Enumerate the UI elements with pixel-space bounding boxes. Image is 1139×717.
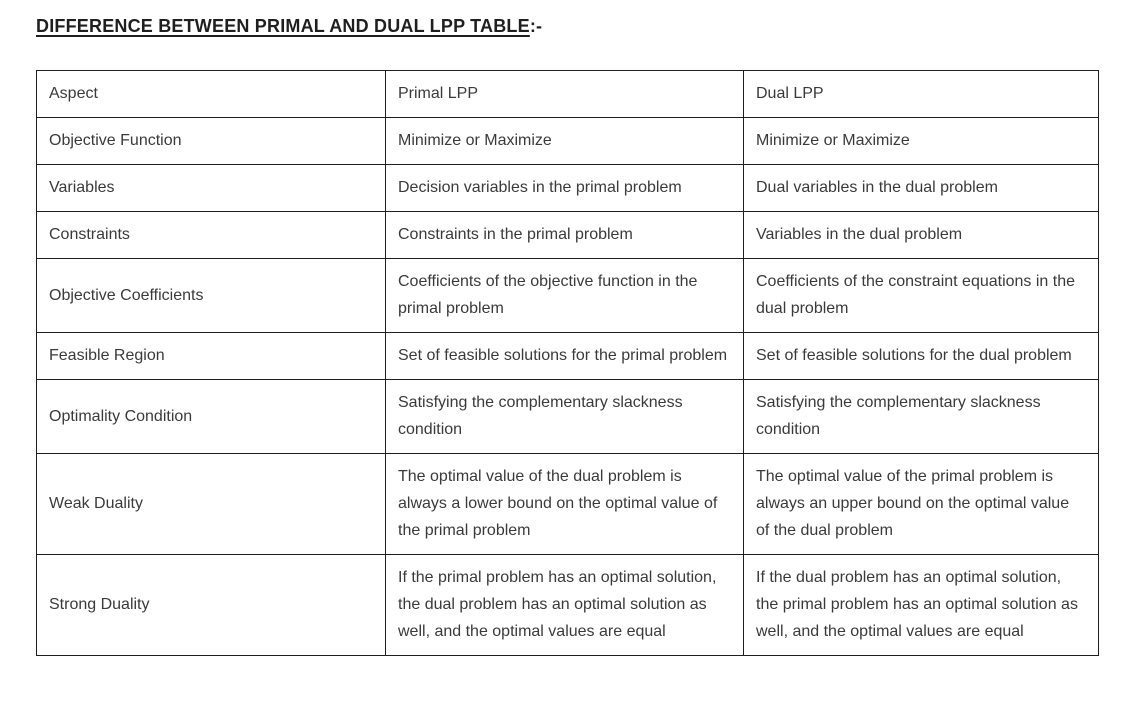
aspect-cell: Feasible Region: [37, 333, 386, 380]
primal-cell: Constraints in the primal problem: [386, 212, 744, 259]
page-title: [36, 16, 542, 37]
dual-cell: The optimal value of the primal problem is always an upper bound on the optimal value of the dual problem: [744, 454, 1099, 555]
aspect-cell: Objective Coefficients: [37, 259, 386, 333]
dual-cell: Dual variables in the dual problem: [744, 165, 1099, 212]
dual-cell: Coefficients of the constraint equations in the dual problem: [744, 259, 1099, 333]
primal-cell: If the primal problem has an optimal solution, the dual problem has an optimal solution as well, and the optimal values are equal: [386, 555, 744, 656]
aspect-cell: Optimality Condition: [37, 380, 386, 454]
primal-cell: The optimal value of the dual problem is always a lower bound on the optimal value of the primal problem: [386, 454, 744, 555]
table-row: [37, 259, 1099, 333]
table-row: [37, 333, 1099, 380]
table-row: [37, 454, 1099, 555]
table-row: [37, 380, 1099, 454]
table-row: [37, 555, 1099, 656]
primal-cell: Coefficients of the objective function in the primal problem: [386, 259, 744, 333]
aspect-cell: Constraints: [37, 212, 386, 259]
primal-cell: Set of feasible solutions for the primal problem: [386, 333, 744, 380]
table-row: [37, 212, 1099, 259]
primal-cell: Satisfying the complementary slackness condition: [386, 380, 744, 454]
primal-dual-comparison-table: [36, 70, 1099, 656]
aspect-cell: Objective Function: [37, 118, 386, 165]
table-header-row: [37, 71, 1099, 118]
primal-cell: Minimize or Maximize: [386, 118, 744, 165]
page-title-underlined-text: DIFFERENCE BETWEEN PRIMAL AND DUAL LPP TABLE: [36, 16, 530, 36]
dual-cell: Satisfying the complementary slackness condition: [744, 380, 1099, 454]
column-header-primal-lpp: Primal LPP: [386, 71, 744, 118]
table-row: [37, 118, 1099, 165]
table-row: [37, 165, 1099, 212]
page-title-suffix: :-: [529, 16, 543, 36]
column-header-aspect: Aspect: [37, 71, 386, 118]
aspect-cell: Variables: [37, 165, 386, 212]
dual-cell: Variables in the dual problem: [744, 212, 1099, 259]
aspect-cell: Strong Duality: [37, 555, 386, 656]
dual-cell: Minimize or Maximize: [744, 118, 1099, 165]
column-header-dual-lpp: Dual LPP: [744, 71, 1099, 118]
aspect-cell: Weak Duality: [37, 454, 386, 555]
primal-cell: Decision variables in the primal problem: [386, 165, 744, 212]
dual-cell: Set of feasible solutions for the dual problem: [744, 333, 1099, 380]
dual-cell: If the dual problem has an optimal solution, the primal problem has an optimal solution as well, and the optimal values are equal: [744, 555, 1099, 656]
